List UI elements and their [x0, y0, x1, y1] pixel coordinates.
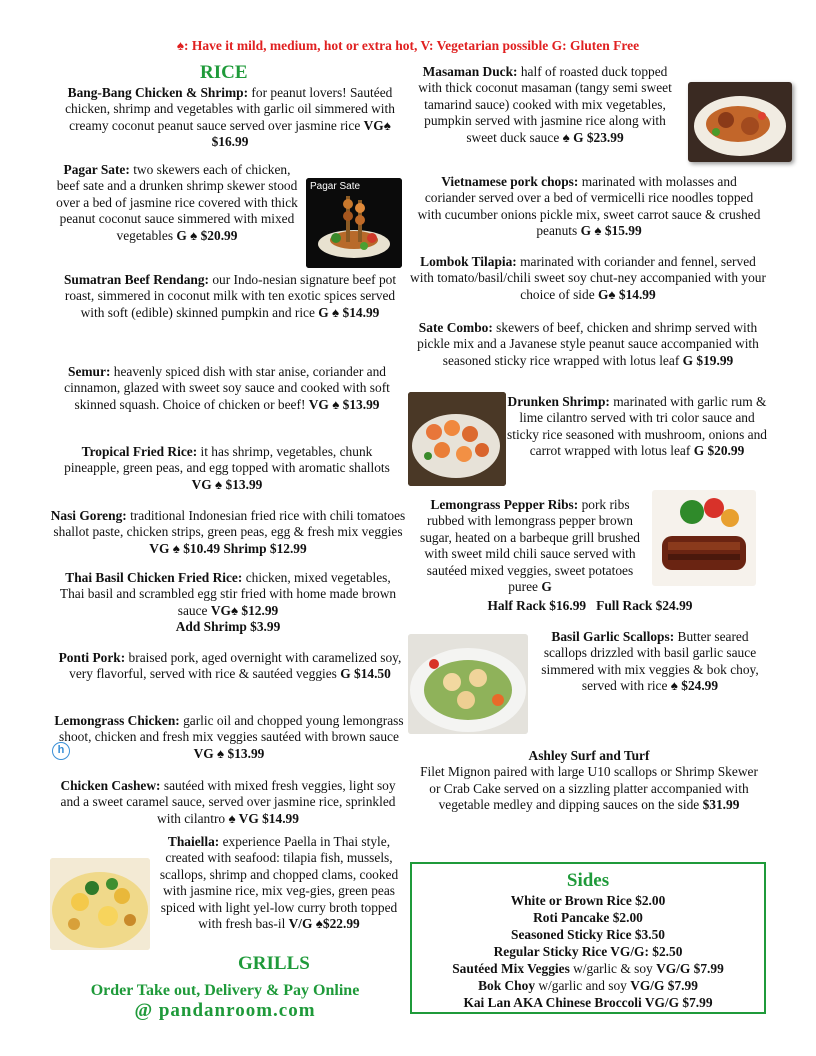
side-item: Roti Pancake $2.00	[533, 910, 643, 925]
sides-box	[410, 862, 766, 1014]
website-link[interactable]: @ pandanroom.com	[134, 1000, 316, 1021]
item-name: Lemongrass Pepper Ribs:	[430, 497, 579, 512]
menu-item-nasi-goreng	[50, 508, 406, 557]
menu-item-ponti-pork	[52, 650, 408, 683]
pagar-sate-photo	[306, 178, 402, 268]
item-desc: for peanut lovers! Sautéed chicken, shrimp and vegetables with garlic oil simmered with creamy coconut peanut sauce served over jasmine rice	[65, 85, 395, 133]
item-name: Semur:	[68, 364, 111, 379]
item-desc: Filet Mignon paired with large U10 scallops or Shrimp Skewer or Crab Cake served on a sizzling platter accompanied with vegetable medley and dipping sauces on the side	[420, 764, 758, 813]
item-name: Bang-Bang Chicken & Shrimp:	[67, 85, 249, 100]
ribs-photo	[652, 490, 756, 586]
item-name: Thai Basil Chicken Fried Rice:	[65, 570, 243, 585]
item-name: Drunken Shrimp:	[507, 394, 610, 409]
item-desc: Butter seared scallops drizzled with basil garlic sauce simmered with mix veggies & bok choy, served with rice	[541, 629, 759, 694]
item-name: Nasi Goreng:	[50, 508, 127, 523]
photo-label: Pagar Sate	[310, 181, 361, 192]
side-item: Bok Choy w/garlic and soy VG/G $7.99	[478, 978, 698, 993]
full-rack-price: Full Rack $24.99	[596, 598, 693, 613]
menu-item-lemongrass-chicken	[50, 713, 408, 762]
menu-item-sate-combo	[410, 320, 766, 369]
item-price: ♠ VG $14.99	[228, 810, 299, 826]
item-desc: pork ribs rubbed with lemongrass pepper brown sugar, heated on a barbeque grill brushed with sweet mild chili sauce served with sautéed mixed veggies, sweet potatoes puree	[420, 497, 640, 595]
h-icon: h	[52, 742, 70, 760]
item-price: G	[541, 579, 552, 595]
thaiella-photo	[50, 858, 150, 950]
menu-item-sumatran	[52, 272, 408, 321]
item-desc: marinated with molasses and coriander served over a bed of vermicelli rice noodles topped with cucumber onions pickle mix, sweet carrot sauce & crushed peanuts	[417, 174, 761, 239]
section-title-rice: RICE	[200, 62, 248, 83]
ribs-prices	[412, 598, 768, 614]
item-price: G ♠ $15.99	[580, 223, 642, 239]
side-item: Regular Sticky Rice VG/G: $2.50	[493, 944, 683, 959]
item-price: $31.99	[702, 797, 740, 813]
item-name: Masaman Duck:	[422, 64, 518, 79]
item-desc: half of roasted duck topped with thick coconut masaman (tangy semi sweet tamarind sauce) cooked with mix vegetables, pumpkin served with jasmine rice along with sweet duck sauce	[418, 64, 672, 145]
menu-item-basil-scallops	[532, 629, 768, 695]
menu-item-tropical	[62, 444, 392, 493]
item-price: G $14.50	[340, 666, 391, 682]
menu-item-masaman-duck	[412, 64, 678, 146]
item-desc: skewers of beef, chicken and shrimp served with pickle mix and a Javanese style peanut sauce accompanied with seasoned sticky rice wrapped with lotus leaf	[417, 320, 759, 368]
item-price: V/G ♠$22.99	[288, 916, 360, 932]
item-price: VG♠ $16.99	[211, 117, 391, 150]
item-desc: two skewers each of chicken, beef sate and a drunken shrimp skewer stood over a bed of jasmine rice covered with thick peanut coconut sauce simmered with mixed vegetables	[56, 162, 298, 243]
item-price: VG ♠ $13.99	[193, 745, 265, 761]
item-price: VG ♠ $13.99	[191, 476, 263, 492]
item-price: ♠ $24.99	[670, 678, 719, 694]
item-price: G ♠ $14.99	[318, 304, 380, 320]
menu-item-pagar-sate	[52, 162, 302, 244]
order-online-text: Order Take out, Delivery & Pay Online	[90, 982, 360, 999]
menu-item-semur	[62, 364, 392, 413]
item-name: Pagar Sate:	[63, 162, 130, 177]
item-name: Chicken Cashew:	[60, 778, 161, 793]
item-price: VG ♠ $13.99	[308, 396, 380, 412]
side-item: Seasoned Sticky Rice $3.50	[511, 927, 665, 942]
menu-item-lombok-tilapia	[410, 254, 766, 303]
item-name: Thaiella:	[167, 834, 220, 849]
item-price: G ♠ $20.99	[176, 227, 238, 243]
item-name: Lemongrass Chicken:	[54, 713, 180, 728]
side-item: Sautéed Mix Veggies w/garlic & soy VG/G $7.99	[452, 961, 724, 976]
menu-item-vietnamese-pork	[416, 174, 762, 240]
item-desc: sautéed with mixed fresh veggies, light soy and a sweet caramel sauce, served over jasmine rice, sprinkled with cilantro	[60, 778, 396, 826]
item-desc: marinated with coriander and fennel, served with tomato/basil/chili sweet soy chut-ney accompanied with your choice of side	[410, 254, 766, 302]
menu-item-chicken-cashew	[50, 778, 406, 827]
item-extra: Add Shrimp $3.99	[175, 619, 281, 635]
item-price: G $19.99	[682, 352, 734, 368]
item-price: VG♠ $12.99	[210, 602, 279, 618]
item-name: Sate Combo:	[418, 320, 493, 335]
item-name: Lombok Tilapia:	[420, 254, 517, 269]
masaman-duck-photo	[688, 82, 792, 162]
menu-item-drunken-shrimp	[506, 394, 768, 460]
scallops-photo	[408, 634, 528, 734]
item-desc: chicken, mixed vegetables, Thai basil and scrambled egg stir fried with home made brown sauce	[59, 570, 397, 618]
item-name: Ashley Surf and Turf	[528, 748, 650, 763]
item-desc: it has shrimp, vegetables, chunk pineapple, green peas, and egg topped with aromatic shallots	[64, 444, 390, 476]
item-desc: experience Paella in Thai style, created with seafood: tilapia fish, mussels, scallops, shrimp and chopped clams, cooked with jasmine rice, mix veg-gies, green peas spiced with light yel-low curry broth topped with fresh bas-il	[159, 834, 399, 932]
item-desc: traditional Indonesian fried rice with chili tomatoes shallot paste, chicken strips, green peas, egg & fresh mix veggies	[53, 508, 406, 540]
item-desc: marinated with garlic rum & lime cilantro served with tri color sauce and sticky rice seasoned with mushroom, onions and carrot wrapped with lotus leaf	[507, 394, 767, 459]
item-name: Ponti Pork:	[58, 650, 126, 665]
item-desc: our Indo-nesian signature beef pot roast, simmered in coconut milk with ten exotic spices served with soft (edible) skinned pumpkin and rice	[64, 272, 397, 320]
section-title-sides: Sides	[566, 870, 610, 891]
half-rack-price: Half Rack $16.99	[487, 598, 587, 613]
side-item: Kai Lan AKA Chinese Broccoli VG/G $7.99	[463, 995, 713, 1010]
item-name: Basil Garlic Scallops:	[551, 629, 675, 644]
menu-item-bang-bang	[52, 85, 408, 151]
item-name: Tropical Fried Rice:	[81, 444, 198, 459]
item-price: G $20.99	[693, 443, 745, 459]
item-desc: garlic oil and chopped young lemongrass shoot, chicken and fresh mix veggies sautéed with brown sauce	[59, 713, 404, 745]
item-price: G♠ $14.99	[598, 286, 656, 302]
item-price: VG ♠ $10.49 Shrimp $12.99	[149, 540, 307, 556]
menu-item-thai-basil	[56, 570, 400, 636]
item-desc: braised pork, aged overnight with caramelized soy, very flavorful, served with rice & sautéed veggies	[69, 650, 402, 682]
drunken-shrimp-photo	[408, 392, 506, 486]
item-name: Vietnamese pork chops:	[441, 174, 579, 189]
menu-item-surf-turf	[416, 748, 762, 814]
legend-text: ♠: Have it mild, medium, hot or extra hot, V: Vegetarian possible G: Gluten Free	[176, 38, 640, 53]
menu-item-thaiella	[152, 834, 406, 932]
section-title-grills: GRILLS	[238, 953, 310, 974]
menu-item-lemongrass-ribs	[412, 497, 648, 595]
item-price: ♠ G $23.99	[562, 129, 624, 145]
item-name: Sumatran Beef Rendang:	[63, 272, 210, 287]
item-desc: heavenly spiced dish with star anise, coriander and cinnamon, glazed with sweet soy sauce and cooked with soft skinned squash. Choice of chicken or beef!	[64, 364, 390, 412]
side-item: White or Brown Rice $2.00	[510, 893, 666, 908]
